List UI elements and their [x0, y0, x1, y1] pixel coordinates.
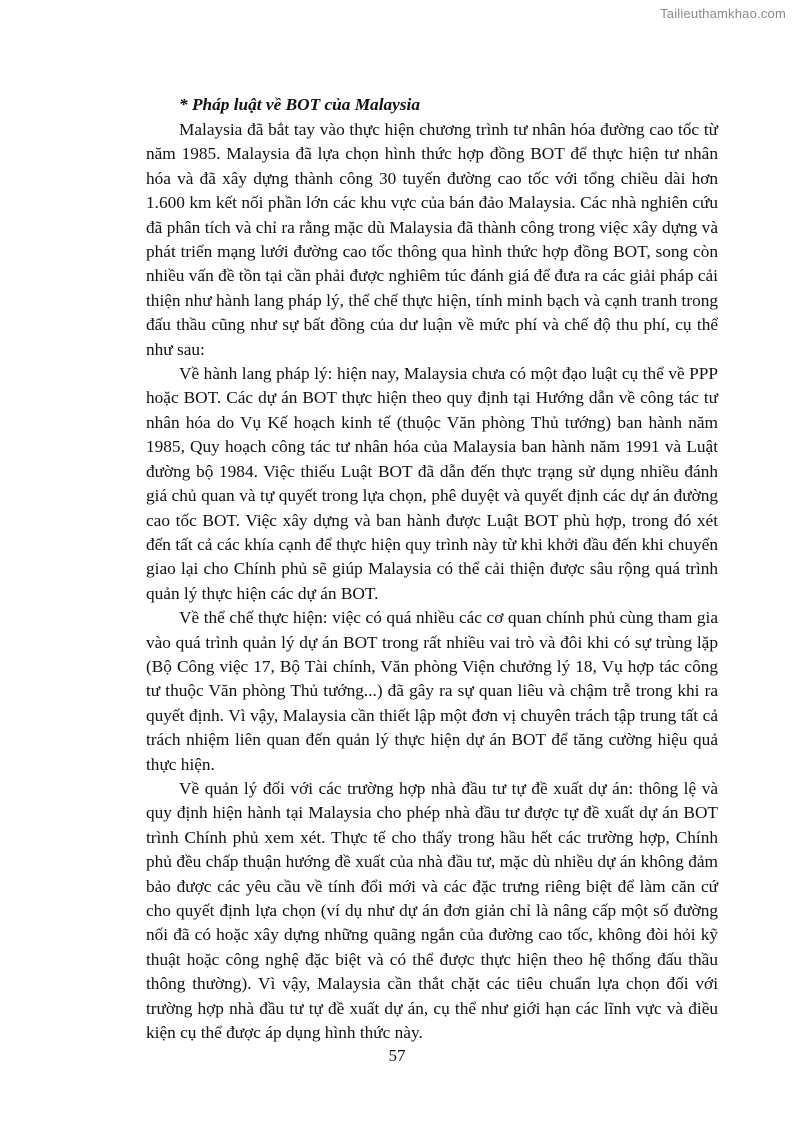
paragraph-intro: Malaysia đã bắt tay vào thực hiện chương trình tư nhân hóa đường cao tốc từ năm 1985. Malaysia đã lựa chọn hình thức hợp đồng BOT để thực hiện tư nhân hóa và đã xây dựng thành công 30 tuyến đường cao tốc với tổng chiều dài hơn 1.600 km kết nối phần lớn các khu vực của bán đảo Malaysia. Các nhà nghiên cứu đã phân tích và chỉ ra rằng mặc dù Malaysia đã thành công trong việc xây dựng và phát triển mạng lưới đường cao tốc thông qua hình thức hợp đồng BOT, song còn nhiều vấn đề tồn tại cần phải được nghiêm túc đánh giá để đưa ra các giải pháp cải thiện như hành lang pháp lý, thể chế thực hiện, tính minh bạch và cạnh tranh trong đấu thầu cũng như sự bất đồng của dư luận về mức phí và chế độ thu phí, cụ thể như sau: [146, 120, 718, 359]
paragraph-legal-framework: Về hành lang pháp lý: hiện nay, Malaysia chưa có một đạo luật cụ thể về PPP hoặc BOT. Các dự án BOT thực hiện theo quy định tại Hướng dẫn về công tác tư nhân hóa do Vụ Kế hoạch kinh tế (thuộc Văn phòng Thủ tướng) ban hành năm 1985, Quy hoạch công tác tư nhân hóa của Malaysia ban hành năm 1991 và Luật đường bộ 1984. Việc thiếu Luật BOT đã dẫn đến thực trạng sử dụng nhiều đánh giá chủ quan và tự quyết trong lựa chọn, phê duyệt và quyết định các dự án đường cao tốc BOT. Việc xây dựng và ban hành được Luật BOT phù hợp, trong đó xét đến tất cả các khía cạnh để thực hiện quy trình này từ khi khởi đầu đến khi chuyển giao lại cho Chính phủ sẽ giúp Malaysia có thể cải thiện được sâu rộng quá trình quản lý thực hiện các dự án BOT. [146, 364, 718, 603]
page-body [146, 92, 718, 1045]
site-watermark: Tailieuthamkhao.com [660, 6, 786, 21]
paragraph-unsolicited-proposals: Về quản lý đối với các trường hợp nhà đầu tư tự đề xuất dự án: thông lệ và quy định hiện hành tại Malaysia cho phép nhà đầu tư được tự đề xuất dự án BOT trình Chính phủ xem xét. Thực tế cho thấy trong hầu hết các trường hợp, Chính phủ đều chấp thuận hướng đề xuất của nhà đầu tư, mặc dù nhiều dự án không đảm bảo được các yêu cầu về tính đổi mới và các đặc trưng riêng biệt để làm căn cứ cho quyết định lựa chọn (ví dụ như dự án đơn giản chỉ là nâng cấp một số đường nối đã có hoặc xây dựng những quãng ngắn của đường cao tốc, không đòi hỏi kỹ thuật hoặc công nghệ đặc biệt và có thể được thực hiện theo hệ thống đấu thầu thông thường). Vì vậy, Malaysia cần thắt chặt các tiêu chuẩn lựa chọn đối với trường hợp nhà đầu tư tự đề xuất dự án, cụ thể như giới hạn các lĩnh vực và điều kiện cụ thể được áp dụng hình thức này. [146, 778, 718, 1043]
section-heading: * Pháp luật về BOT của Malaysia [179, 95, 420, 114]
paragraph-institutions: Về thể chế thực hiện: việc có quá nhiều các cơ quan chính phủ cùng tham gia vào quá trình quản lý dự án BOT trong rất nhiều vai trò và đôi khi có sự trùng lặp (Bộ Công việc 17, Bộ Tài chính, Văn phòng Viện chưởng lý 18, Vụ hợp tác công tư thuộc Văn phòng Thủ tướng...) đã gây ra sự quan liêu và chậm trễ trong khi ra quyết định. Vì vậy, Malaysia cần thiết lập một đơn vị chuyên trách tập trung tất cả trách nhiệm liên quan đến quản lý thực hiện dự án BOT để tăng cường hiệu quả thực hiện. [146, 608, 718, 774]
page-number: 57 [388, 1046, 406, 1065]
